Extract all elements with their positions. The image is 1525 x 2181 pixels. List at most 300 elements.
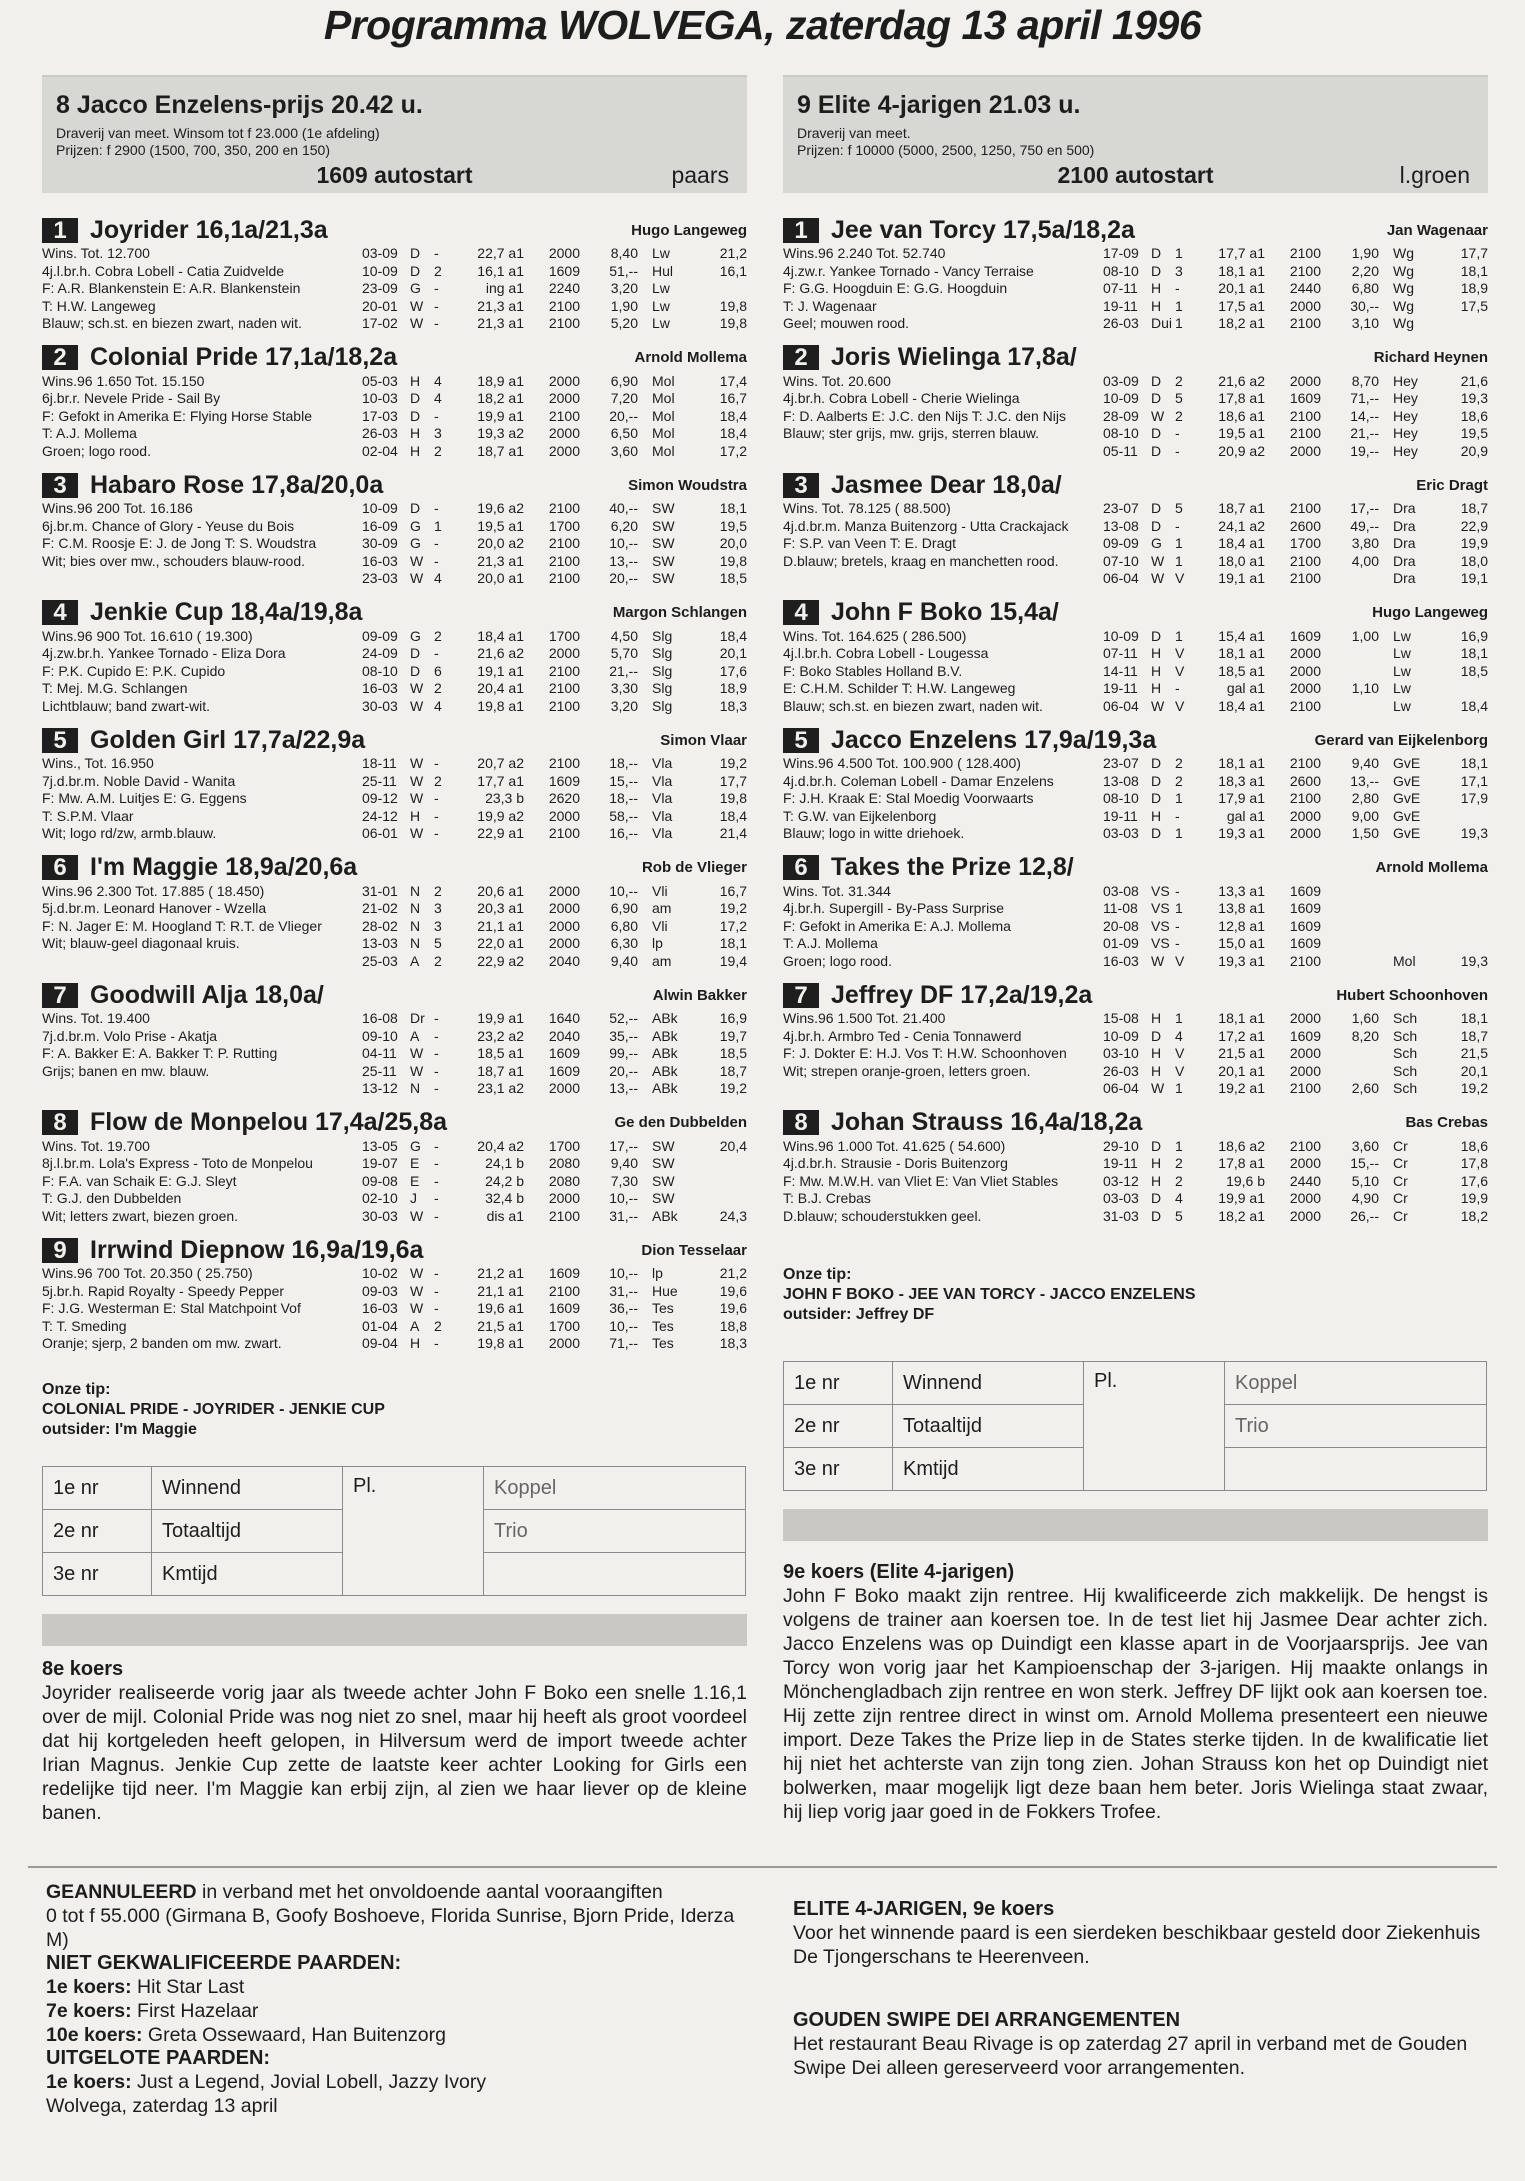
result-cell: 2100 (548, 500, 580, 516)
result-cell: 24-09 (362, 645, 398, 661)
horse-results (362, 373, 747, 461)
result-cell: - (434, 315, 439, 331)
result-cell: 18,6 a2 (1218, 1137, 1265, 1154)
horse-info-line: 7j.d.br.m. Volo Prise - Akatja (42, 1027, 218, 1044)
result-row (362, 1028, 747, 1046)
result-cell: D (1151, 442, 1162, 459)
result-cell: W (410, 680, 424, 696)
result-cell: 1,00 (1351, 627, 1379, 644)
result-row (1103, 408, 1488, 426)
horse-info-line: 4j.br.h. Cobra Lobell - Cherie Wielinga (783, 390, 1020, 406)
horse-info-line: T: Mej. M.G. Schlangen (42, 680, 188, 696)
result-cell: 2 (434, 1317, 442, 1334)
result-cell: 1,60 (1351, 1010, 1379, 1026)
result-cell: Wg (1393, 297, 1414, 314)
horse-info-line: Blauw; sch.st. en biezen zwart, naden wit. (783, 697, 1043, 714)
horse-name: Johan Strauss 16,4a/18,2a (831, 1108, 1143, 1136)
result-row (1103, 663, 1488, 681)
result-row (1103, 570, 1488, 588)
result-cell: 17,7 (1460, 245, 1488, 261)
driver-name: Hubert Schoonhoven (1336, 986, 1488, 1004)
result-cell: 2000 (548, 425, 580, 441)
horse-head (783, 980, 1488, 1010)
result-cell: G (410, 1137, 421, 1154)
result-cell: W (1151, 407, 1165, 424)
bet-label: 2e nr (43, 1510, 152, 1553)
result-cell: 4 (434, 570, 442, 586)
horse-info-line: Wit; letters zwart, biezen groen. (42, 1207, 239, 1224)
horse-info-line: Wit; logo rd/zw, armb.blauw. (42, 825, 217, 841)
result-cell: Slg (652, 697, 673, 714)
result-cell: W (410, 1282, 424, 1299)
horse-results (362, 1010, 747, 1098)
result-cell: 2100 (548, 662, 580, 679)
result-cell: 31-03 (1103, 1207, 1139, 1224)
result-cell: 2620 (548, 790, 580, 806)
result-cell: 18,0 a1 (1218, 552, 1265, 569)
result-cell: 24,1 a2 (1218, 517, 1265, 534)
result-cell: 2000 (548, 900, 580, 916)
horse-info-line: F: J.H. Kraak E: Stal Moedig Voorwaarts (783, 790, 1034, 806)
horse-results (362, 883, 747, 971)
tip-text: JOHN F BOKO - JEE VAN TORCY - JACCO ENZELENS (783, 1286, 1196, 1303)
result-cell: 2 (434, 627, 442, 644)
horse-head (783, 470, 1488, 500)
page-title: Programma WOLVEGA, zaterdag 13 april 1996 (323, 2, 1202, 48)
result-cell: 51,-- (609, 262, 638, 279)
result-cell: gal a1 (1226, 680, 1265, 696)
result-cell: 17,8 a1 (1218, 1155, 1265, 1171)
horse-entry (42, 470, 747, 588)
result-cell: 2 (1175, 1172, 1183, 1189)
result-cell: 21,1 a1 (477, 1282, 524, 1299)
race-desc-line: Draverij van meet. Winsom tot f 23.000 (1e afdeling) (56, 125, 380, 141)
horse-results (362, 628, 747, 716)
result-cell: 19,8 (719, 315, 747, 331)
result-cell: 9,00 (1351, 807, 1379, 824)
result-cell: V (1175, 1062, 1185, 1079)
result-cell (694, 1173, 747, 1191)
result-cell: 1609 (1289, 390, 1321, 406)
result-cell: 18,4 a1 (1218, 697, 1265, 714)
result-cell: VS (1151, 935, 1170, 951)
horse-number-badge: 4 (42, 600, 78, 625)
result-cell (1321, 1045, 1379, 1063)
notq-key: 7e koers: (46, 2000, 132, 2022)
horse-entry (783, 470, 1488, 588)
result-cell: 20,1 (719, 645, 747, 661)
result-row (1103, 500, 1488, 518)
horse-name: Jasmee Dear 18,0a/ (831, 470, 1062, 499)
result-cell (1379, 883, 1435, 901)
horse-info (783, 755, 1103, 843)
result-cell: Dra (1393, 535, 1416, 551)
result-cell: 13-05 (362, 1137, 398, 1154)
result-cell: 19,3 a1 (1218, 952, 1265, 969)
result-row (362, 698, 747, 716)
result-cell: SW (652, 552, 675, 569)
result-cell (1321, 698, 1379, 716)
result-cell: 2100 (1289, 1080, 1321, 1096)
result-cell: W (410, 570, 424, 586)
notq-key: 10e koers: (46, 2024, 143, 2046)
horse-name: Joyrider 16,1a/21,3a (90, 215, 328, 244)
result-cell: 06-04 (1103, 1080, 1139, 1096)
horse-info-line: Wins. Tot. 164.625 ( 286.500) (783, 627, 967, 644)
driver-name: Richard Heynen (1373, 349, 1488, 366)
horse-list (42, 215, 747, 1353)
horse-info-line: Grijs; banen en mw. blauw. (42, 1062, 210, 1079)
horse-info (42, 373, 362, 461)
result-cell: ABk (652, 1207, 678, 1224)
result-row (362, 1318, 747, 1336)
result-row (362, 900, 747, 918)
result-row (1103, 680, 1488, 698)
result-cell: 2100 (1289, 425, 1321, 441)
horse-entry (783, 1108, 1488, 1226)
comment-text: John F Boko maakt zijn rentree. Hij kwalificeerde zich makkelijk. De hengst is volgens de trainer aan koersen toe. In de test liet hij Jasmee Dear achter zich. Jacco Enzelens was op Duindigt een klasse apart in de Voorjaarsprijs. Jee van Torcy won vorig jaar het Kampioenschap der 3-jarigen. Hij maakte onlangs in Mönchengladbach zijn rentree en won sterk. Jeffrey DF lijkt ook aan koersen toe. Hij zette zijn rentree direct in winst om. Arnold Mollema presenteert een nieuwe import. Deze Takes the Prize liep in de States sterke tijden. In de kwalificatie liet hij niet het achterste van zijn tong zien. Johan Strauss kon het op Duindigt niet bolwerken, maar mogelijk ligt deze baan hem beter. Joris Wielinga staat zwaar, hij liep vorig jaar goed in de Fokkers Trofee. (783, 1585, 1488, 1823)
result-cell: VS (1151, 882, 1170, 899)
horse-head (783, 598, 1488, 628)
bet-field: Winnend (152, 1467, 343, 1510)
result-cell: 1700 (548, 627, 580, 644)
result-cell: 2 (434, 442, 442, 459)
result-cell: Hey (1393, 407, 1418, 424)
result-cell: 2000 (1289, 442, 1321, 459)
result-cell: W (410, 1300, 424, 1316)
result-cell: 2,60 (1351, 1080, 1379, 1096)
result-cell: 18,-- (609, 755, 638, 771)
horse-head (42, 725, 747, 755)
bet-field: Totaaltijd (893, 1405, 1084, 1448)
result-cell: 16,1 a1 (477, 262, 524, 279)
horse-info-line: F: A.R. Blankenstein E: A.R. Blankenstein (42, 280, 301, 296)
result-cell: 15-08 (1103, 1010, 1139, 1026)
result-cell: E (410, 1155, 420, 1171)
result-cell: GvE (1393, 772, 1421, 789)
result-cell: 1609 (548, 1300, 580, 1316)
result-cell: 17,6 (719, 662, 747, 679)
result-row (362, 883, 747, 901)
result-cell: 2000 (548, 935, 580, 951)
horse-info-line: F: J. Dokter E: H.J. Vos T: H.W. Schoonhoven (783, 1045, 1067, 1061)
result-row (362, 953, 747, 971)
result-cell: 09-10 (362, 1027, 398, 1044)
result-cell: - (434, 790, 439, 806)
result-cell: 2100 (548, 1282, 580, 1299)
result-row (1103, 825, 1488, 843)
horse-info-line: 4j.zw.r. Yankee Tornado - Vancy Terraise (783, 262, 1034, 279)
result-cell: - (434, 1190, 439, 1206)
cancel-detail: 0 tot f 55.000 (Girmana B, Goofy Boshoeve, Florida Sunrise, Bjorn Pride, Iderza M) (46, 1905, 735, 1951)
result-cell: 2100 (548, 825, 580, 841)
result-cell: Dra (1393, 517, 1416, 534)
shaded-bar (783, 1509, 1488, 1541)
result-cell: 1 (1175, 790, 1183, 806)
horse-body (783, 755, 1488, 843)
result-cell: 58,-- (609, 807, 638, 824)
result-cell: - (434, 1080, 439, 1096)
result-cell: Sch (1393, 1010, 1418, 1026)
result-cell: GvE (1393, 790, 1421, 806)
horse-info-line: 5j.d.br.m. Leonard Hanover - Wzella (42, 900, 267, 916)
horse-head (42, 1235, 747, 1265)
result-cell: VS (1151, 917, 1170, 934)
result-cell: W (410, 755, 424, 771)
horse-info-line: 6j.br.m. Chance of Glory - Yeuse du Bois (42, 517, 295, 534)
result-cell: ABk (652, 1045, 678, 1061)
result-cell: - (434, 1282, 439, 1299)
tip-text: COLONIAL PRIDE - JOYRIDER - JENKIE CUP (42, 1401, 385, 1418)
result-cell: 2600 (1289, 517, 1321, 534)
result-cell: 05-11 (1103, 442, 1138, 459)
result-cell: 2100 (548, 407, 580, 424)
horse-info-line: Blauw; ster grijs, mw. grijs, sterren blauw. (783, 425, 1039, 441)
horse-number-badge: 2 (783, 345, 819, 370)
result-cell: 18,1 (1460, 755, 1488, 771)
result-cell: N (410, 882, 421, 899)
horse-head (42, 343, 747, 373)
bet-extra: Trio (484, 1510, 746, 1553)
result-cell: 19,2 (719, 900, 747, 916)
result-cell: 2100 (1289, 952, 1321, 969)
result-row (1103, 755, 1488, 773)
result-row (362, 1063, 747, 1081)
result-row (362, 500, 747, 518)
result-cell: Lw (652, 297, 670, 314)
result-cell: 2100 (548, 697, 580, 714)
result-cell: 13-03 (362, 935, 398, 951)
result-cell: 10,-- (609, 1317, 638, 1334)
result-cell: 18,5 (719, 570, 747, 586)
horse-info-line: F: Mw. A.M. Luitjes E: G. Eggens (42, 790, 247, 806)
horse-info-line: 4j.br.h. Supergill - By-Pass Surprise (783, 900, 1004, 916)
bet-row (43, 1467, 746, 1510)
horse-results (1103, 755, 1488, 843)
result-cell: H (1151, 807, 1162, 824)
result-cell: 18,1 (719, 935, 747, 951)
cancel-text: in verband met het onvoldoende aantal vooraangiften (196, 1881, 663, 1903)
race-start: 2100 autostart (1057, 162, 1214, 188)
result-row (1103, 790, 1488, 808)
result-cell: SW (652, 1155, 675, 1171)
horse-info (42, 245, 362, 333)
result-cell: H (1151, 1062, 1162, 1079)
race-8-column (42, 75, 747, 1363)
result-cell: 30-03 (362, 1207, 398, 1224)
bet-field: Kmtijd (893, 1448, 1084, 1491)
horse-number-badge: 5 (42, 728, 78, 753)
cancel-bold: GEANNULEERD (46, 1881, 197, 1903)
race-desc-line: Prijzen: f 2900 (1500, 700, 350, 200 en 150) (56, 142, 330, 158)
horse-results (1103, 1010, 1488, 1098)
result-cell: Vla (652, 807, 673, 824)
horse-name: Irrwind Diepnow 16,9a/19,6a (90, 1235, 424, 1264)
result-cell (1321, 883, 1379, 901)
result-row (1103, 245, 1488, 263)
result-cell: 08-10 (1103, 262, 1139, 279)
result-cell: 09-09 (362, 627, 398, 644)
result-cell: - (434, 1027, 439, 1044)
horse-number-badge: 1 (783, 218, 819, 243)
result-cell: 19,4 (719, 952, 747, 969)
result-cell: - (1175, 935, 1180, 951)
result-cell (1321, 1063, 1379, 1081)
horse-body (783, 1010, 1488, 1098)
result-cell: 20,1 a1 (1218, 280, 1265, 296)
result-cell: 22,0 a1 (477, 935, 524, 951)
result-cell: 2100 (1289, 245, 1321, 261)
result-cell: W (410, 772, 424, 789)
horse-name: I'm Maggie 18,9a/20,6a (90, 853, 358, 881)
result-cell: 19,3 a2 (477, 425, 524, 441)
horse-name: Jenkie Cup 18,4a/19,8a (90, 598, 363, 626)
horse-info-line: F: N. Jager E: M. Hoogland T: R.T. de Vlieger (42, 917, 322, 934)
result-cell: 03-08 (1103, 882, 1139, 899)
horse-head (42, 1108, 747, 1138)
result-cell: 1609 (1289, 935, 1321, 951)
result-cell: Tes (652, 1317, 674, 1334)
horse-info-line: T: B.J. Crebas (783, 1190, 871, 1206)
result-row (1103, 808, 1488, 826)
result-cell: 2000 (548, 1335, 580, 1351)
result-cell: 1640 (548, 1010, 580, 1026)
result-cell (694, 1190, 747, 1208)
result-cell: N (410, 900, 421, 916)
result-cell: 13-12 (362, 1080, 398, 1096)
result-cell: SW (652, 535, 675, 551)
result-cell (1321, 918, 1379, 936)
result-cell: - (434, 1045, 439, 1061)
horse-body (42, 755, 747, 843)
result-cell: 21,3 a1 (477, 552, 524, 569)
result-cell: 20,-- (609, 570, 638, 586)
result-cell: 04-11 (362, 1045, 397, 1061)
result-cell: 18,4 (719, 407, 747, 424)
result-cell: 3,10 (1351, 315, 1379, 331)
result-cell: Sch (1393, 1062, 1418, 1079)
result-cell: H (1151, 680, 1162, 696)
result-cell: 1609 (548, 1265, 580, 1281)
result-cell: A (410, 952, 420, 969)
result-cell: V (1175, 570, 1185, 586)
horse-info-line: Wins.96 2.240 Tot. 52.740 (783, 245, 946, 261)
result-cell: 28-09 (1103, 407, 1139, 424)
result-cell: 18,1 (1460, 645, 1488, 661)
result-cell: Lw (1393, 627, 1411, 644)
result-cell: - (1175, 442, 1180, 459)
result-cell: 29-10 (1103, 1137, 1139, 1154)
result-row (362, 553, 747, 571)
horse-info (42, 883, 362, 971)
result-cell: 16-09 (362, 517, 398, 534)
result-row (362, 390, 747, 408)
result-cell: 2040 (548, 952, 580, 969)
result-cell: 20,1 a1 (1218, 1062, 1265, 1079)
result-cell: 7,30 (610, 1172, 638, 1189)
result-cell: Lw (652, 245, 670, 261)
result-cell: Wg (1393, 280, 1414, 296)
horse-info-line: Wit; strepen oranje-groen, letters groen. (783, 1062, 1031, 1079)
result-cell: 25-03 (362, 952, 398, 969)
result-cell: 03-10 (1103, 1045, 1139, 1061)
result-cell: V (1175, 697, 1185, 714)
horse-info-line: Wins. Tot. 20.600 (783, 372, 891, 389)
result-cell: 21,5 a1 (1218, 1045, 1265, 1061)
result-cell: 35,-- (609, 1027, 638, 1044)
notq-list (46, 1975, 746, 2047)
result-row (1103, 535, 1488, 553)
result-cell: 10,-- (609, 535, 638, 551)
result-cell: H (410, 372, 421, 389)
result-cell: 20,-- (609, 1062, 638, 1079)
result-cell: 18,0 (1460, 552, 1488, 569)
result-cell: Vla (652, 825, 673, 841)
comment-title: 9e koers (Elite 4-jarigen) (783, 1561, 1015, 1583)
result-cell: 21,4 (719, 825, 747, 841)
result-row (362, 790, 747, 808)
horse-info-line: Wins.96 200 Tot. 16.186 (42, 500, 193, 516)
result-cell: 2 (1175, 1155, 1183, 1171)
bet-label: 3e nr (784, 1448, 893, 1491)
result-cell: 20,-- (609, 407, 638, 424)
result-cell: 18,1 a1 (1218, 262, 1265, 279)
result-cell: 19,2 (719, 755, 747, 771)
result-row (1103, 553, 1488, 571)
result-cell: 19,2 a1 (1218, 1080, 1265, 1096)
result-cell: W (1151, 570, 1165, 586)
notq-item (46, 1975, 746, 1999)
result-cell: 17,8 a1 (1218, 390, 1265, 406)
driver-name: Jan Wagenaar (1386, 221, 1488, 239)
result-cell: 19,3 (1460, 390, 1488, 406)
notq-value: First Hazelaar (131, 2000, 259, 2022)
result-cell: 4,00 (1351, 552, 1379, 569)
result-cell: - (434, 1172, 439, 1189)
result-cell: 23,1 a2 (477, 1080, 524, 1096)
result-cell: 2100 (1289, 552, 1321, 569)
result-cell: Slg (652, 662, 673, 679)
result-cell: 19,9 a2 (477, 807, 524, 824)
result-cell: 17,5 (1460, 297, 1488, 314)
horse-results (362, 1138, 747, 1226)
result-cell: 4 (434, 697, 442, 714)
horse-results (1103, 373, 1488, 461)
result-cell: 20-01 (362, 297, 398, 314)
result-cell: 6,20 (610, 517, 638, 534)
result-cell: am (652, 900, 672, 916)
result-cell: Hey (1393, 372, 1418, 389)
horse-head (42, 853, 747, 883)
result-cell: 3 (1175, 262, 1183, 279)
horse-info (783, 1138, 1103, 1226)
result-cell: 10,-- (609, 1190, 638, 1206)
result-cell: 09-09 (1103, 535, 1139, 551)
horse-info (783, 1010, 1103, 1098)
result-cell: 5,70 (610, 645, 638, 661)
result-cell: 19,8 a1 (477, 1335, 524, 1351)
race-description (56, 125, 733, 159)
result-cell: 17,9 (1460, 790, 1488, 806)
result-cell: D (1151, 627, 1162, 644)
horse-info-line: F: G.G. Hoogduin E: G.G. Hoogduin (783, 280, 1008, 296)
result-cell: 3 (434, 917, 442, 934)
result-cell: 19,-- (1350, 442, 1379, 459)
notq-item (46, 1999, 746, 2023)
horse-entry (783, 215, 1488, 333)
result-cell: W (410, 790, 424, 806)
result-row (1103, 773, 1488, 791)
